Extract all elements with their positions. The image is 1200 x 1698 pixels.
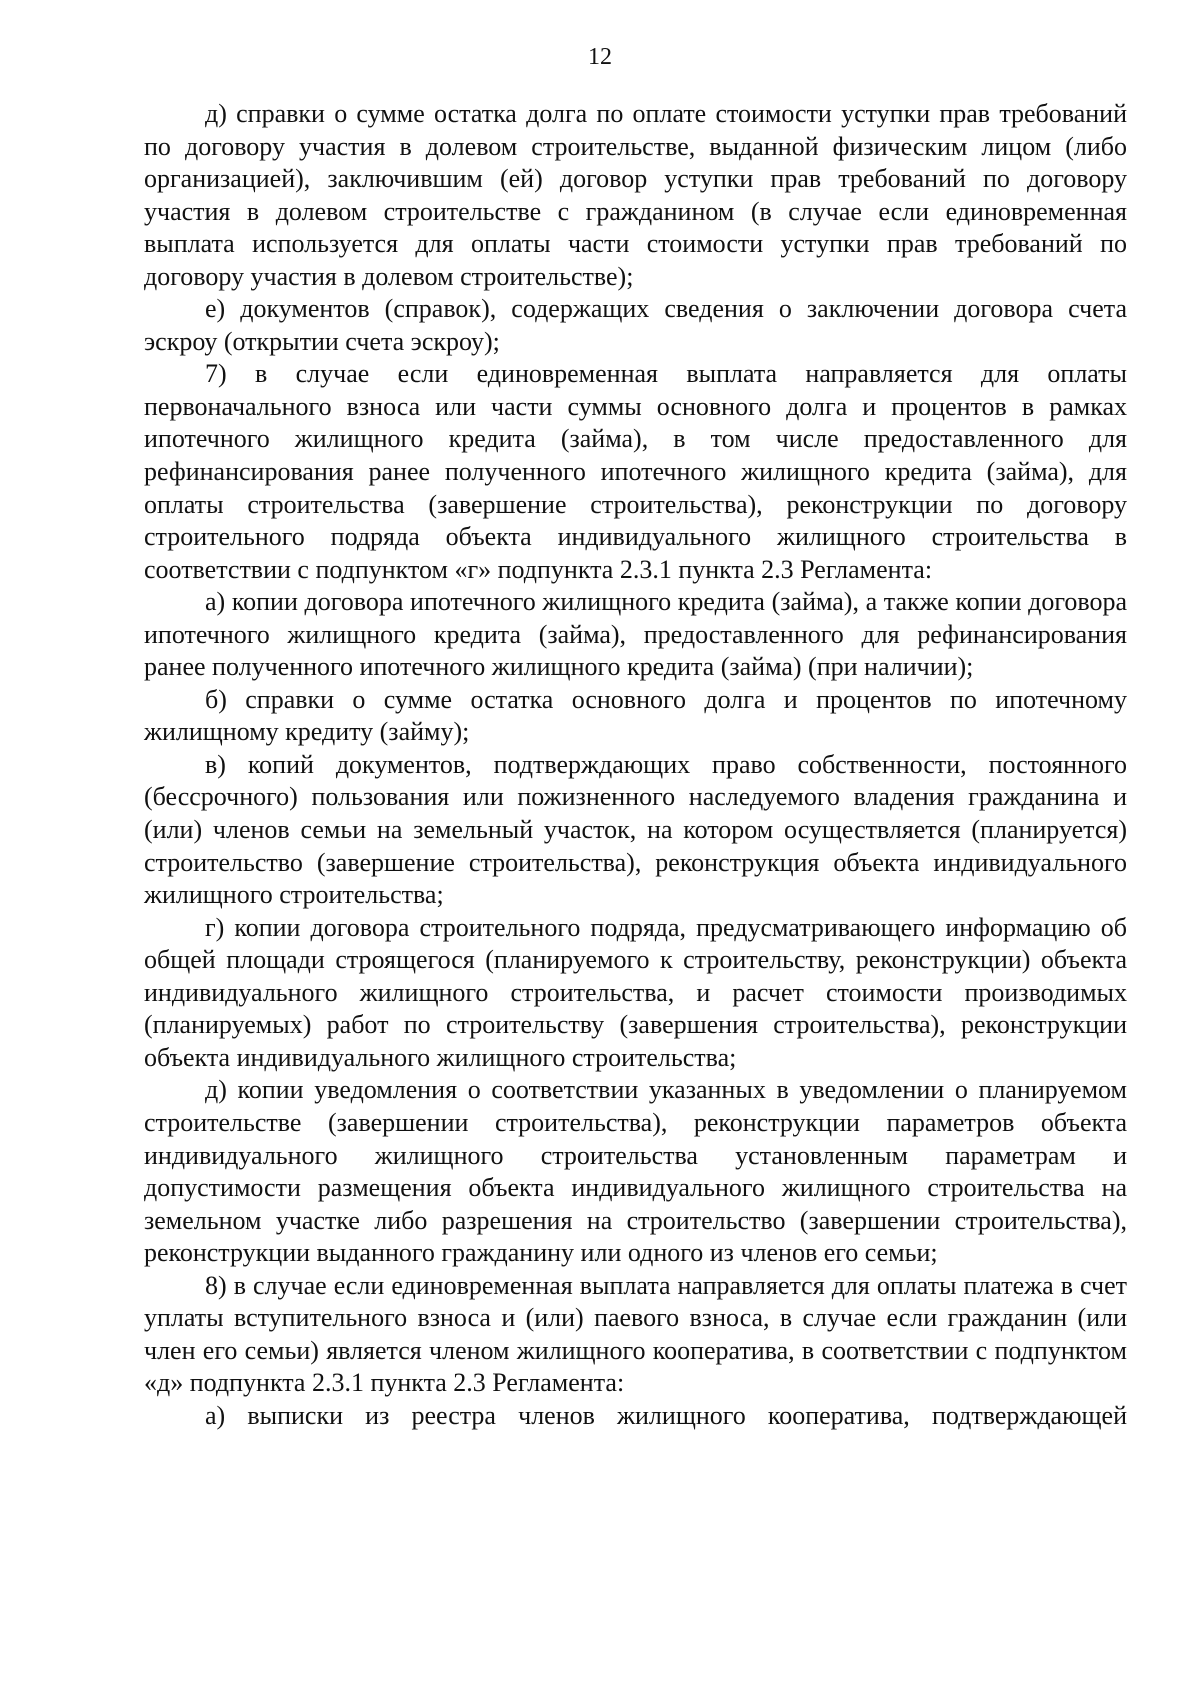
paragraph-8-housing-cooperative: 8) в случае если единовременная выплата направляется для оплаты платежа в счет уплаты вступительного взноса и (или) паевого взноса, в случае если гражданин (или член его семьи) является членом жилищного кооператива, в соответствии с подпунктом «д» подпункта 2.3.1 пункта 2.3 Регламента:	[144, 1270, 1127, 1398]
document-body	[144, 98, 1127, 1432]
page-number: 12	[588, 44, 612, 70]
paragraph-a-cooperative-extract: а) выписки из реестра членов жилищного кооператива, подтверждающей	[205, 1400, 1127, 1430]
paragraph-a-mortgage-contract: а) копии договора ипотечного жилищного кредита (займа), а также копии договора ипотечного жилищного кредита (займа), предоставленного для рефинансирования ранее полученного ипотечного жилищного кредита (займа) (при наличии);	[144, 587, 1127, 682]
paragraph-v-land-rights: в) копий документов, подтверждающих право собственности, постоянного (бессрочного) пользования или пожизненного наследуемого владения гражданина и (или) членов семьи на земельный участок, на котором осуществляется (планируется) строительство (завершение строительства), реконструкция объекта индивидуального жилищного строительства;	[144, 749, 1127, 910]
paragraph-g-construction-contract: г) копии договора строительного подряда, предусматривающего информацию об общей площади строящегося (планируемого к строительству, реконструкции) объекта индивидуального жилищного строительства, и расчет стоимости производимых (планируемых) работ по строительству (завершения строительства), реконструкции объекта индивидуального жилищного строительства;	[144, 912, 1127, 1072]
paragraph-7-mortgage-case: 7) в случае если единовременная выплата направляется для оплаты первоначального взноса или части суммы основного долга и процентов в рамках ипотечного жилищного кредита (займа), в том числе предоставленного для рефинансирования ранее полученного ипотечного жилищного кредита (займа), для оплаты строительства (завершение строительства), реконструкции по договору строительного подряда объекта индивидуального жилищного строительства в соответствии с подпунктом «г» подпункта 2.3.1 пункта 2.3 Регламента:	[144, 359, 1127, 584]
paragraph-d-construction-notice: д) копии уведомления о соответствии указанных в уведомлении о планируемом строительстве (завершении строительства), реконструкции параметров объекта индивидуального жилищного строительства установленным параметрам и допустимости размещения объекта индивидуального жилищного строительства на земельном участке либо разрешения на строительство (завершении строительства), реконструкции выданного гражданину или одного из членов его семьи;	[144, 1075, 1127, 1268]
paragraph-b-debt-balance: б) справки о сумме остатка основного долга и процентов по ипотечному жилищному кредиту (займу);	[144, 684, 1127, 747]
paragraph-e-escrow-documents: е) документов (справок), содержащих сведения о заключении договора счета эскроу (открытии счета эскроу);	[144, 294, 1127, 356]
paragraph-d-debt-certificate: д) справки о сумме остатка долга по оплате стоимости уступки прав требований по договору участия в долевом строительстве, выданной физическим лицом (либо организацией), заключившим (ей) договор уступки прав требований по договору участия в долевом строительстве с гражданином (в случае если единовременная выплата используется для оплаты части стоимости уступки прав требований по договору участия в долевом строительстве);	[144, 99, 1127, 291]
